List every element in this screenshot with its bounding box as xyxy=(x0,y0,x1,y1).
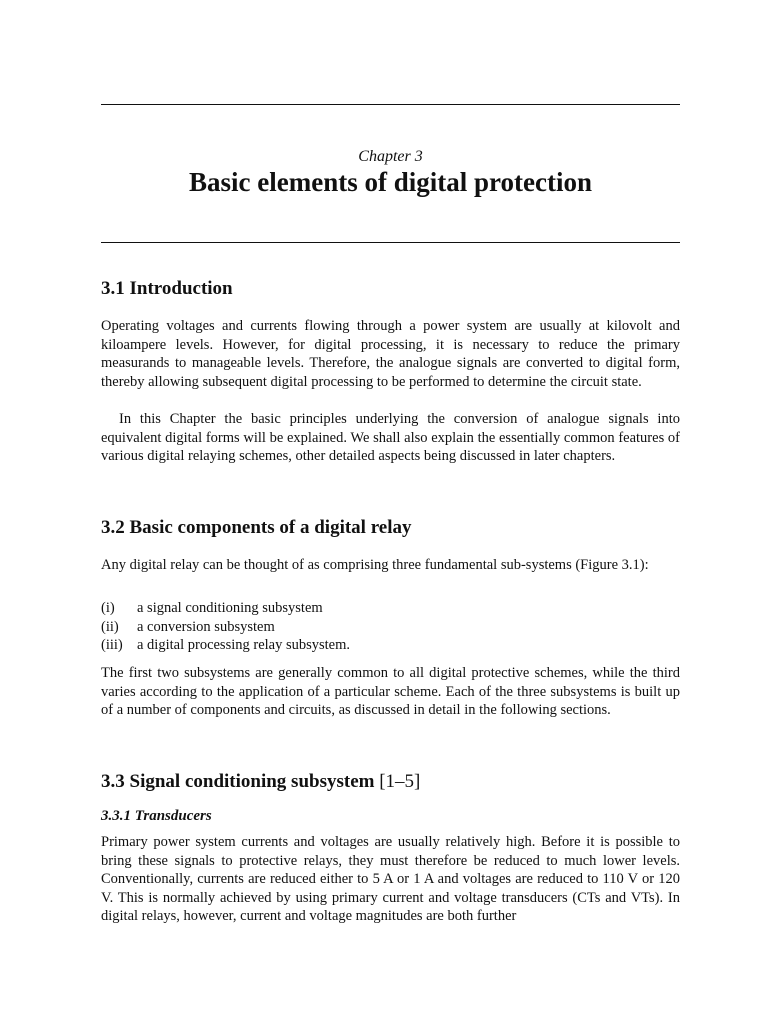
reference-citation: [1–5] xyxy=(379,771,421,792)
list-item-number: (i) xyxy=(101,600,115,616)
subsection-heading-transducers: 3.3.1 Transducers xyxy=(101,808,212,824)
bottom-rule xyxy=(101,242,680,243)
section-heading-basic-components: 3.2 Basic components of a digital relay xyxy=(101,517,412,538)
section-heading-introduction: 3.1 Introduction xyxy=(101,278,233,299)
introduction-paragraph-1: Operating voltages and currents flowing through a power system are usually at kilovolt and kiloampere levels. However, for digital processing, it is necessary to reduce the primary measurands to manageable levels. Therefore, the analogue signals are converted to digital form, thereby allowing subsequent digital processing to be performed to determine the circuit state. xyxy=(101,318,680,390)
transducers-paragraph: Primary power system currents and voltages are usually relatively high. Before it is possible to bring these signals to protective relays, they must therefore be reduced to much lower levels. Conventionally, currents are reduced either to 5 A or 1 A and voltages are reduced to 110 V or 120 V. This is normally achieved by using primary current and voltage transducers (CTs and VTs). In digital relays, however, current and voltage magnitudes are both further xyxy=(101,834,680,925)
subsystem-list xyxy=(101,599,680,655)
chapter-label: Chapter 3 xyxy=(358,148,423,165)
components-after-paragraph: The first two subsystems are generally common to all digital protective schemes, while the third varies according to the application of a particular scheme. Each of the three subsystems is built up of a number of components and circuits, as discussed in detail in the following sections. xyxy=(101,665,680,719)
top-rule xyxy=(101,104,680,105)
introduction-paragraph-2: In this Chapter the basic principles underlying the conversion of analogue signals into equivalent digital forms will be explained. We shall also explain the essentially common features of various digital relaying schemes, other detailed aspects being discussed in later chapters. xyxy=(101,411,680,465)
section-heading-signal-conditioning xyxy=(101,771,680,793)
components-intro-paragraph: Any digital relay can be thought of as comprising three fundamental sub-systems (Figure 3.1): xyxy=(101,557,649,573)
chapter-title: Basic elements of digital protection xyxy=(189,167,592,197)
list-item-number: (ii) xyxy=(101,618,119,635)
list-item-text: a digital processing relay subsystem. xyxy=(137,637,351,654)
list-item-number: (iii) xyxy=(101,637,123,654)
list-item xyxy=(101,599,680,618)
list-item-text: a conversion subsystem xyxy=(137,618,275,635)
list-item-text: a signal conditioning subsystem xyxy=(137,600,323,616)
section-heading-text: 3.3 Signal conditioning subsystem xyxy=(101,771,375,792)
list-item xyxy=(101,636,680,655)
list-item xyxy=(101,618,680,637)
